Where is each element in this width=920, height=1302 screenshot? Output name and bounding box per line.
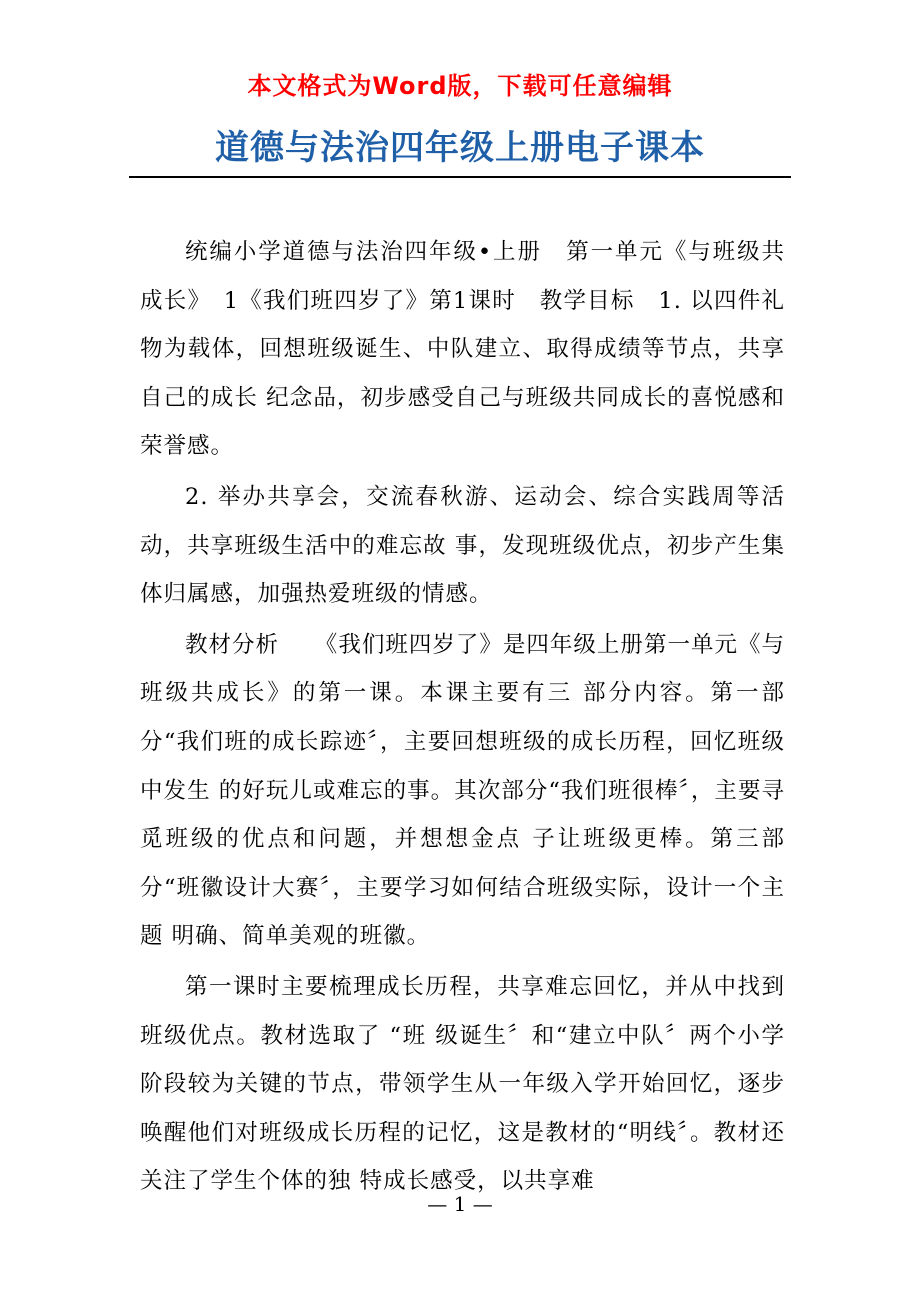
title-underline	[129, 176, 791, 178]
document-body	[140, 228, 785, 1208]
paragraph-objective-2: 2. 举办共享会，交流春秋游、运动会、综合实践周等活动，共享班级生活中的难忘故 事，发现班级优点，初步产生集体归属感，加强热爱班级的情感。	[140, 483, 785, 608]
paragraph-textbook-analysis: 教材分析 《我们班四岁了》是四年级上册第一单元《与班级共成长》的第一课。本课主要有三 部分内容。第一部分“我们班的成长踪迹〞，主要回想班级的成长历程，回忆班级中发生 的好玩儿或难忘的事。其次部分“我们班很棒〞，主要寻觅班级的优点和问题，并想想金点 子让班级更棒。第三部分“班徽设计大赛〞，主要学习如何结合班级实际，设计一个主题 明确、简单美观的班徽。	[140, 631, 785, 950]
document-title: 道德与法治四年级上册电子课本	[215, 128, 705, 168]
format-notice: 本文格式为Word版，下载可任意编辑	[247, 72, 673, 100]
paragraph-objectives: 统编小学道德与法治四年级•上册 第一单元《与班级共成长》 1《我们班四岁了》第1课时 教学目标 1. 以四件礼物为载体，回想班级诞生、中队建立、取得成绩等节点，共享自己的成长 纪念品，初步感受自己与班级共同成长的喜悦感和荣誉感。	[140, 239, 785, 460]
paragraph-first-lesson: 第一课时主要梳理成长历程，共享难忘回忆，并从中找到班级优点。教材选取了 “班 级诞生〞和“建立中队〞两个小学阶段较为关键的节点，带领学生从一年级入学开始回忆，逐步唤醒他们对班级成长历程的记忆，这是教材的“明线〞。教材还关注了学生个体的独 特成长感受，以共享难	[140, 973, 785, 1195]
page-number: — 1 —	[427, 1192, 493, 1216]
